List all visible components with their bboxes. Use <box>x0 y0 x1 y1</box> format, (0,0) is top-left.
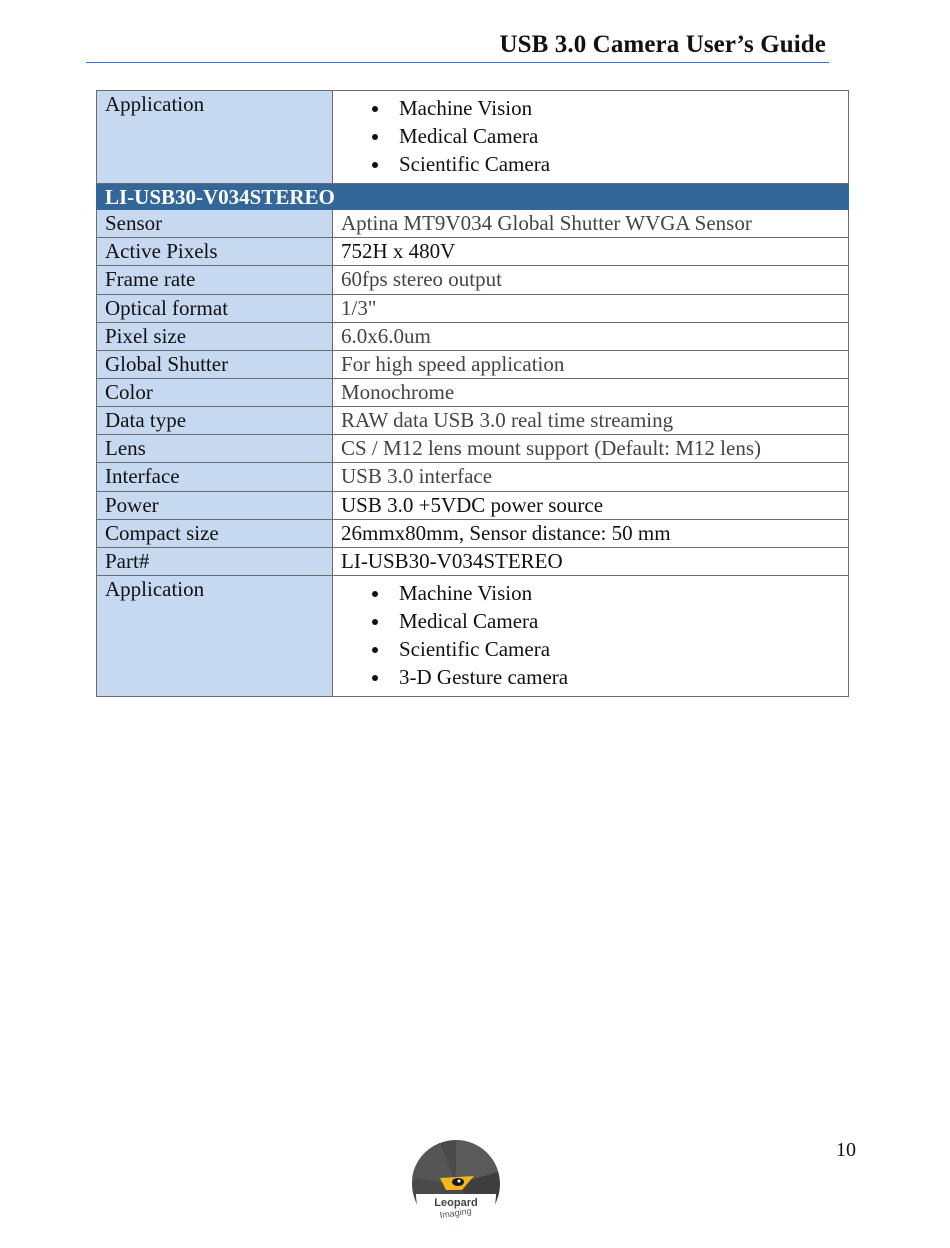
spec-label: Part# <box>97 547 333 575</box>
table-row <box>97 322 849 350</box>
spec-value: For high speed application <box>333 350 849 378</box>
spec-label: Sensor <box>97 210 333 238</box>
spec-label: Pixel size <box>97 322 333 350</box>
spec-value: 1/3" <box>333 294 849 322</box>
application-list <box>341 577 840 694</box>
spec-label: Application <box>97 575 333 696</box>
spec-value: Aptina MT9V034 Global Shutter WVGA Sensor <box>333 210 849 238</box>
table-row <box>97 238 849 266</box>
spec-value: 60fps stereo output <box>333 266 849 294</box>
spec-table <box>96 90 849 697</box>
logo-text-imaging: Imaging <box>439 1205 473 1221</box>
spec-value: CS / M12 lens mount support (Default: M12 lens) <box>333 435 849 463</box>
spec-value: USB 3.0 interface <box>333 463 849 491</box>
spec-label: Power <box>97 491 333 519</box>
spec-label: Lens <box>97 435 333 463</box>
spec-label: Active Pixels <box>97 238 333 266</box>
list-item: 3-D Gesture camera <box>367 663 840 691</box>
table-row <box>97 210 849 238</box>
header-divider <box>86 62 829 63</box>
list-item: Medical Camera <box>367 607 840 635</box>
list-item: Machine Vision <box>367 579 840 607</box>
list-item: Scientific Camera <box>367 150 840 178</box>
model-header-row <box>97 184 849 210</box>
spec-value: 6.0x6.0um <box>333 322 849 350</box>
spec-label: Color <box>97 378 333 406</box>
table-row <box>97 91 849 184</box>
spec-value: Monochrome <box>333 378 849 406</box>
table-row <box>97 294 849 322</box>
spec-label: Interface <box>97 463 333 491</box>
table-row <box>97 575 849 696</box>
table-row <box>97 491 849 519</box>
spec-label: Compact size <box>97 519 333 547</box>
spec-label: Data type <box>97 407 333 435</box>
spec-value: 26mmx80mm, Sensor distance: 50 mm <box>333 519 849 547</box>
application-list <box>341 92 840 181</box>
table-row <box>97 378 849 406</box>
table-row <box>97 463 849 491</box>
spec-label: Application <box>97 91 333 184</box>
spec-value: USB 3.0 +5VDC power source <box>333 491 849 519</box>
spec-value: LI-USB30-V034STEREO <box>333 547 849 575</box>
table-row <box>97 266 849 294</box>
spec-value: 752H x 480V <box>333 238 849 266</box>
table-row <box>97 519 849 547</box>
spec-value: RAW data USB 3.0 real time streaming <box>333 407 849 435</box>
list-item: Scientific Camera <box>367 635 840 663</box>
table-row <box>97 547 849 575</box>
logo-text-leopard: Leopard <box>434 1197 478 1209</box>
list-item: Medical Camera <box>367 122 840 150</box>
table-row <box>97 407 849 435</box>
table-row <box>97 350 849 378</box>
spec-label: Frame rate <box>97 266 333 294</box>
page-number: 10 <box>836 1139 856 1161</box>
model-name: LI-USB30-V034STEREO <box>97 184 849 210</box>
spec-label: Global Shutter <box>97 350 333 378</box>
spec-label: Optical format <box>97 294 333 322</box>
document-header-title: USB 3.0 Camera User’s Guide <box>499 31 826 58</box>
leopard-imaging-logo <box>410 1138 502 1230</box>
table-row <box>97 435 849 463</box>
list-item: Machine Vision <box>367 94 840 122</box>
